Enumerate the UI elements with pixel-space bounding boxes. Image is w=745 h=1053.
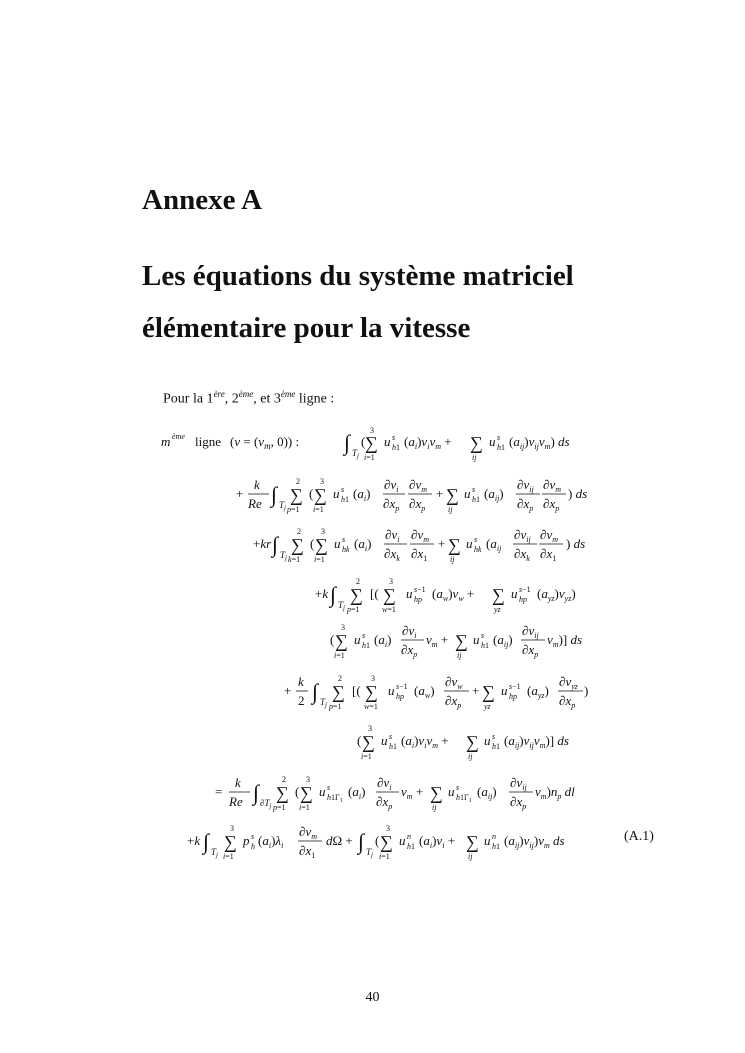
svg-text:∂vm: $\partial v_m$ bbox=[543, 477, 561, 494]
svg-text:3: 3 bbox=[371, 674, 375, 683]
svg-text:∂vyz: $\partial v_{yz}$ bbox=[559, 674, 578, 691]
svg-text:s−1: s−1 bbox=[519, 585, 531, 594]
svg-text:∂vi: $\partial v_i$ bbox=[385, 527, 400, 544]
svg-text:∑: ∑ bbox=[466, 832, 479, 852]
svg-text:∂xp: $\partial x_p$ bbox=[383, 496, 400, 513]
svg-text:(aij)vijvm)] ds: $(a_{ij})v_{ij}v_m$)] ds bbox=[504, 733, 569, 750]
svg-text:∑: ∑ bbox=[315, 535, 328, 555]
svg-text:(: ( bbox=[361, 434, 366, 449]
svg-text:s: s bbox=[392, 433, 396, 442]
svg-text:i=1: i=1 bbox=[223, 852, 234, 861]
svg-text:n: n bbox=[492, 832, 496, 841]
svg-text:∑: ∑ bbox=[314, 485, 327, 505]
svg-text:∑: ∑ bbox=[492, 585, 505, 605]
svg-text:(ai)vivm +: $(a_i)v_iv_m$ + bbox=[401, 733, 449, 750]
svg-text:+kr: +kr bbox=[253, 536, 272, 551]
svg-text:vm)np dl: $v_m)n_p$ dl bbox=[535, 784, 575, 801]
svg-text:∑: ∑ bbox=[365, 682, 378, 702]
svg-text:h1: h1 bbox=[497, 443, 505, 452]
svg-text:u: u bbox=[381, 733, 388, 748]
svg-text:h1: h1 bbox=[492, 742, 500, 751]
svg-text:yz: yz bbox=[484, 702, 491, 711]
svg-text:∑: ∑ bbox=[430, 783, 443, 803]
svg-text:Tj: $T_j$ bbox=[366, 847, 373, 859]
svg-text:s−1: s−1 bbox=[396, 682, 408, 691]
eq-lhs-sup: ème bbox=[172, 432, 185, 441]
eq-lhs-label: ligne bbox=[195, 434, 221, 449]
svg-text:(: ( bbox=[295, 784, 300, 799]
svg-text:∫: ∫ bbox=[203, 829, 210, 854]
svg-text:∂xp: $\partial x_p$ bbox=[510, 794, 527, 811]
svg-text:∑: ∑ bbox=[455, 631, 468, 651]
svg-text:h1Γ1: $h1\Gamma_1$ bbox=[456, 793, 472, 804]
svg-text:∂xk: $\partial x_k$ bbox=[514, 546, 530, 563]
svg-text:u: u bbox=[406, 586, 413, 601]
svg-text:u: u bbox=[354, 632, 361, 647]
svg-text:ij: ij bbox=[468, 752, 473, 761]
svg-text:ij: ij bbox=[448, 505, 453, 514]
svg-text:p: p bbox=[243, 833, 250, 848]
svg-text:(ai)vi +: $(a_i)v_i$ + bbox=[419, 833, 456, 850]
svg-text:s: s bbox=[362, 631, 366, 640]
svg-text:i=1: i=1 bbox=[379, 852, 390, 861]
svg-text:m: m bbox=[161, 434, 171, 449]
svg-text:∂x1: $\partial x_1$ bbox=[299, 843, 316, 860]
svg-text:∑: ∑ bbox=[470, 433, 483, 453]
svg-text:) ds: ) ds bbox=[566, 536, 586, 551]
svg-text:+: + bbox=[236, 486, 244, 501]
svg-text:∑: ∑ bbox=[332, 682, 345, 702]
svg-text:∑: ∑ bbox=[362, 732, 375, 752]
svg-text:s: s bbox=[472, 485, 476, 494]
svg-text:2: 2 bbox=[282, 775, 286, 784]
svg-text:Tj: $T_j$ bbox=[279, 500, 286, 512]
svg-text:∑: ∑ bbox=[448, 535, 461, 555]
svg-text:Tj: $T_j$ bbox=[352, 448, 359, 460]
svg-text:Tj: $T_j$ bbox=[338, 600, 345, 612]
svg-text:3: 3 bbox=[389, 577, 393, 586]
svg-text:i=1: i=1 bbox=[361, 752, 372, 761]
svg-text:3: 3 bbox=[320, 477, 324, 486]
svg-text:∂xp: $\partial x_p$ bbox=[522, 642, 539, 659]
svg-text:k: k bbox=[254, 477, 260, 492]
svg-text:w=1: w=1 bbox=[364, 702, 378, 711]
svg-text:∂x1: $\partial x_1$ bbox=[411, 546, 428, 563]
svg-text:Tj: $T_j$ bbox=[280, 550, 287, 562]
svg-text:) ds: ) ds bbox=[568, 486, 588, 501]
svg-text:hp: hp bbox=[509, 692, 517, 701]
svg-text:ij: ij bbox=[457, 651, 462, 660]
svg-text:∂vij: $\partial v_{ij}$ bbox=[517, 477, 534, 494]
svg-text:s: s bbox=[341, 485, 345, 494]
svg-text:∫: ∫ bbox=[272, 532, 279, 557]
svg-text:∑: ∑ bbox=[224, 832, 237, 852]
svg-text:∫: ∫ bbox=[344, 430, 351, 455]
svg-text:h1: h1 bbox=[407, 842, 415, 851]
svg-text:p=1: p=1 bbox=[347, 605, 360, 614]
svg-text:∫: ∫ bbox=[253, 780, 260, 805]
svg-text:s−1: s−1 bbox=[509, 682, 521, 691]
svg-text:u: u bbox=[484, 733, 491, 748]
svg-text:s: s bbox=[327, 783, 331, 792]
svg-text:u: u bbox=[484, 833, 491, 848]
svg-text:dΩ +: dΩ + bbox=[326, 833, 353, 848]
svg-text:(aw)vw +: $(a_w)v_w$ + bbox=[432, 586, 475, 603]
svg-text:∑: ∑ bbox=[383, 585, 396, 605]
equation-number: (A.1) bbox=[624, 829, 654, 844]
svg-text:ij: ij bbox=[432, 803, 437, 812]
svg-text:3: 3 bbox=[368, 724, 372, 733]
svg-text:yz: yz bbox=[494, 605, 501, 614]
chapter-title-line-1: Les équations du système matriciel bbox=[142, 260, 574, 292]
svg-text:+: + bbox=[472, 683, 480, 698]
equation-svg bbox=[0, 418, 745, 878]
svg-text:(ayz)vyz): $(a_{yz})v_{yz}$) bbox=[537, 586, 576, 603]
svg-text:∂vm: $\partial v_m$ bbox=[540, 527, 558, 544]
svg-text:3: 3 bbox=[230, 824, 234, 833]
svg-text:(aij): $(a_{ij})$ bbox=[493, 632, 513, 649]
svg-text:h1: h1 bbox=[362, 641, 370, 650]
svg-text:(: ( bbox=[309, 486, 314, 501]
svg-text:∂vi: $\partial v_i$ bbox=[384, 477, 399, 494]
svg-text:i=1: i=1 bbox=[364, 453, 375, 462]
svg-text:h1: h1 bbox=[492, 842, 500, 851]
svg-text:(: ( bbox=[357, 733, 362, 748]
svg-text:(ai): $(a_i)$ bbox=[348, 784, 366, 801]
svg-text:h1: h1 bbox=[389, 742, 397, 751]
svg-text:h1: h1 bbox=[481, 641, 489, 650]
svg-text:(aij)vijvm) ds: $(a_{ij})v_{ij}v_m$) ds bbox=[509, 434, 570, 451]
svg-text:2: 2 bbox=[356, 577, 360, 586]
svg-text:hp: hp bbox=[396, 692, 404, 701]
svg-text:∫: ∫ bbox=[358, 829, 365, 854]
svg-text:k: k bbox=[298, 674, 304, 689]
svg-text:(ai)λi: $(a_i)\lambda_i$ bbox=[258, 833, 284, 850]
svg-text:Tj: $T_j$ bbox=[320, 697, 327, 709]
svg-text:h1: h1 bbox=[341, 495, 349, 504]
svg-text:∂vm: $\partial v_m$ bbox=[409, 477, 427, 494]
svg-text:Re: Re bbox=[248, 496, 262, 511]
svg-text:ij: ij bbox=[450, 555, 455, 564]
svg-text:i=1: i=1 bbox=[314, 555, 325, 564]
svg-text:s: s bbox=[456, 783, 460, 792]
svg-text:u: u bbox=[501, 683, 508, 698]
svg-text:p=1: p=1 bbox=[329, 702, 342, 711]
svg-text:∂xp: $\partial x_p$ bbox=[559, 693, 576, 710]
svg-text:s: s bbox=[389, 732, 393, 741]
svg-text:+: + bbox=[436, 486, 444, 501]
chapter-title-line-2: élémentaire pour la vitesse bbox=[142, 312, 471, 344]
svg-text:(ayz): $(a_{yz})$ bbox=[527, 683, 549, 700]
svg-text:∂xp: $\partial x_p$ bbox=[543, 496, 560, 513]
svg-text:∂xp: $\partial x_p$ bbox=[376, 794, 393, 811]
svg-text:Re: Re bbox=[229, 794, 243, 809]
svg-text:hk: hk bbox=[474, 545, 482, 554]
svg-text:+: + bbox=[438, 536, 446, 551]
svg-text:∂xp: $\partial x_p$ bbox=[517, 496, 534, 513]
svg-text:ij: ij bbox=[468, 852, 473, 861]
svg-text:∑: ∑ bbox=[335, 631, 348, 651]
svg-text:s: s bbox=[481, 631, 485, 640]
svg-text:∑: ∑ bbox=[380, 832, 393, 852]
svg-text:i=1: i=1 bbox=[334, 651, 345, 660]
svg-text:∂vi: $\partial v_i$ bbox=[402, 623, 417, 640]
svg-text:(aij)vij)vm ds: $(a_{ij})v_{ij})v_m$ ds bbox=[504, 833, 565, 850]
svg-text:∑: ∑ bbox=[482, 682, 495, 702]
svg-text:w=1: w=1 bbox=[382, 605, 396, 614]
svg-text:+k: +k bbox=[187, 833, 201, 848]
svg-text:2: 2 bbox=[297, 527, 301, 536]
svg-text:k: k bbox=[235, 775, 241, 790]
svg-text:vm +: $v_m$ + bbox=[426, 632, 449, 649]
svg-text:[(: [( bbox=[370, 586, 379, 601]
svg-text:∫: ∫ bbox=[330, 582, 337, 607]
svg-text:hp: hp bbox=[519, 595, 527, 604]
svg-text:u: u bbox=[388, 683, 395, 698]
svg-text:h: h bbox=[251, 842, 255, 851]
svg-text:(: ( bbox=[310, 536, 315, 551]
svg-text:n: n bbox=[407, 832, 411, 841]
svg-text:∑: ∑ bbox=[350, 585, 363, 605]
svg-text:3: 3 bbox=[306, 775, 310, 784]
svg-text:∂xp: $\partial x_p$ bbox=[445, 693, 462, 710]
svg-text:+k: +k bbox=[315, 586, 329, 601]
svg-text:[(: [( bbox=[352, 683, 361, 698]
svg-text:s: s bbox=[497, 433, 501, 442]
svg-text:h1: h1 bbox=[392, 443, 400, 452]
svg-text:hp: hp bbox=[414, 595, 422, 604]
svg-text:u: u bbox=[489, 434, 496, 449]
svg-text:u: u bbox=[333, 486, 340, 501]
svg-text:u: u bbox=[473, 632, 480, 647]
svg-text:∂Tj: $\partial T_j$ bbox=[260, 798, 272, 810]
svg-text:∂x1: $\partial x_1$ bbox=[540, 546, 557, 563]
svg-text:k=1: k=1 bbox=[288, 555, 301, 564]
svg-text:∂xp: $\partial x_p$ bbox=[409, 496, 426, 513]
svg-text:u: u bbox=[466, 536, 473, 551]
svg-text:i=1: i=1 bbox=[313, 505, 324, 514]
svg-text:p=1: p=1 bbox=[273, 803, 286, 812]
svg-text:3: 3 bbox=[386, 824, 390, 833]
svg-text:Tj: $T_j$ bbox=[211, 847, 218, 859]
svg-text:+: + bbox=[284, 683, 292, 698]
intro-paragraph: Pour la 1ère, 2ème, et 3ème ligne : bbox=[163, 389, 335, 407]
svg-text:∂xp: $\partial x_p$ bbox=[401, 642, 418, 659]
svg-text:): ) bbox=[584, 683, 589, 698]
svg-text:(v = (vm, 0)) :: ($v = (v_m$, 0)) : bbox=[230, 434, 300, 451]
svg-text:∂vij: $\partial v_{ij}$ bbox=[514, 527, 531, 544]
svg-text:∑: ∑ bbox=[290, 485, 303, 505]
svg-text:∫: ∫ bbox=[312, 679, 319, 704]
svg-text:(: ( bbox=[375, 833, 380, 848]
svg-text:u: u bbox=[464, 486, 471, 501]
svg-text:vm)] ds: $v_m$)] ds bbox=[547, 632, 583, 649]
svg-text:hk: hk bbox=[342, 545, 350, 554]
svg-text:∂vm: $\partial v_m$ bbox=[299, 824, 317, 841]
svg-text:∂vw: $\partial v_w$ bbox=[445, 674, 463, 691]
page-number: 40 bbox=[365, 990, 380, 1005]
svg-text:3: 3 bbox=[370, 426, 374, 435]
svg-text:(aij: ($a_{ij}$ bbox=[486, 536, 502, 553]
svg-text:h1Γ1: $h1\Gamma_1$ bbox=[327, 793, 343, 804]
svg-text:u: u bbox=[511, 586, 518, 601]
svg-text:s: s bbox=[492, 732, 496, 741]
svg-text:∑: ∑ bbox=[466, 732, 479, 752]
svg-text:∂vm: $\partial v_m$ bbox=[411, 527, 429, 544]
svg-text:(: ( bbox=[330, 632, 335, 647]
chapter-title bbox=[142, 250, 702, 354]
svg-text:h1: h1 bbox=[472, 495, 480, 504]
svg-text:s−1: s−1 bbox=[414, 585, 426, 594]
svg-text:(ai): $(a_i)$ bbox=[354, 536, 372, 553]
svg-text:2: 2 bbox=[298, 693, 305, 708]
svg-text:(ai): $(a_i)$ bbox=[374, 632, 392, 649]
svg-text:∂vij: $\partial v_{ij}$ bbox=[522, 623, 539, 640]
svg-text:s: s bbox=[474, 535, 478, 544]
svg-text:=: = bbox=[215, 784, 223, 799]
svg-text:u: u bbox=[334, 536, 341, 551]
svg-text:s: s bbox=[251, 832, 255, 841]
svg-text:u: u bbox=[319, 784, 326, 799]
svg-text:∑: ∑ bbox=[291, 535, 304, 555]
svg-text:vm +: $v_m$ + bbox=[401, 784, 424, 801]
equation-block bbox=[0, 418, 745, 878]
svg-text:∂vij: $\partial v_{ij}$ bbox=[510, 775, 527, 792]
svg-text:∑: ∑ bbox=[276, 783, 289, 803]
svg-text:i=1: i=1 bbox=[299, 803, 310, 812]
svg-text:u: u bbox=[448, 784, 455, 799]
svg-text:p=1: p=1 bbox=[287, 505, 300, 514]
svg-text:(aij): $(a_{ij})$ bbox=[477, 784, 497, 801]
chapter-heading: Annexe A bbox=[142, 184, 263, 216]
svg-text:3: 3 bbox=[321, 527, 325, 536]
svg-text:s: s bbox=[342, 535, 346, 544]
svg-text:∂vi: $\partial v_i$ bbox=[377, 775, 392, 792]
svg-text:∑: ∑ bbox=[365, 433, 378, 453]
svg-text:u: u bbox=[399, 833, 406, 848]
svg-text:∑: ∑ bbox=[446, 485, 459, 505]
svg-text:u: u bbox=[384, 434, 391, 449]
svg-text:∫: ∫ bbox=[271, 482, 278, 507]
svg-text:∑: ∑ bbox=[300, 783, 313, 803]
svg-text:∂xk: $\partial x_k$ bbox=[384, 546, 400, 563]
svg-text:(aij): $(a_{ij})$ bbox=[484, 486, 504, 503]
svg-text:(ai)vivm +: $(a_i)v_iv_m$ + bbox=[404, 434, 452, 451]
svg-text:2: 2 bbox=[296, 477, 300, 486]
svg-text:2: 2 bbox=[338, 674, 342, 683]
svg-text:(ai): $(a_i)$ bbox=[353, 486, 371, 503]
svg-text:3: 3 bbox=[341, 623, 345, 632]
svg-text:ij: ij bbox=[472, 453, 477, 462]
svg-text:(aw): $(a_w)$ bbox=[414, 683, 435, 700]
